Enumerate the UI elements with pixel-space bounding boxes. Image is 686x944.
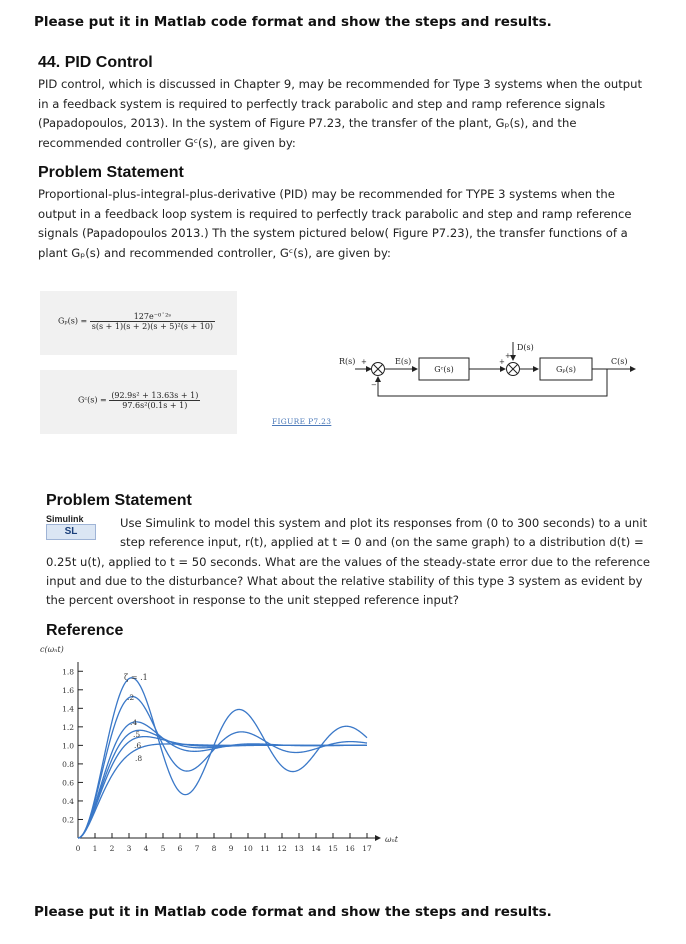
section3-line: the percent overshoot in response to the unit stepped reference input? <box>46 593 459 607</box>
curve-label-0.5: .5 <box>133 730 141 739</box>
y-tick-label: 1.0 <box>62 741 74 751</box>
x-tick-label: 10 <box>243 844 253 853</box>
input-label: R(s) <box>339 357 356 366</box>
sum1-minus: − <box>371 381 377 389</box>
y-axis-label: c(ωₙt) <box>40 645 64 654</box>
response-curves <box>78 678 367 838</box>
response-curve-zeta-0.1 <box>78 678 367 838</box>
section3-line: step reference input, r(t), applied at t = 0 and (on the same graph) to a distribution d(t) = <box>120 535 644 549</box>
y-tick-label: 1.4 <box>62 704 74 714</box>
block-diagram <box>335 336 655 406</box>
y-tick-label: 0.6 <box>62 778 74 788</box>
top-instruction: Please put it in Matlab code format and show the steps and results. <box>34 14 552 30</box>
gp-lhs: Gₚ(s) = <box>58 316 88 326</box>
response-curve-zeta-0.8 <box>78 744 367 838</box>
x-tick-label: 15 <box>328 844 338 853</box>
x-tick-label: 9 <box>228 844 234 853</box>
gc-lhs: Gᶜ(s) = <box>78 395 107 405</box>
gc-fraction <box>109 391 200 410</box>
simulink-badge <box>46 514 98 544</box>
section1-line: in a feedback system is required to perfectly track parabolic and step and ramp reference signals <box>38 96 606 111</box>
sum1-plus: + <box>361 358 367 366</box>
summing-junction-2 <box>507 363 520 376</box>
x-tick-label: 13 <box>294 844 304 853</box>
y-tick-label: 1.8 <box>62 667 74 677</box>
y-tick-label: 0.2 <box>62 815 74 825</box>
simulink-sl-box: SL <box>46 524 96 540</box>
section2-line: plant Gₚ(s) and recommended controller, Gᶜ(s), are given by: <box>38 245 391 260</box>
plant-label: Gₚ(s) <box>556 365 576 374</box>
y-tick-label: 0.4 <box>62 796 74 806</box>
curve-label-0.4: .4 <box>130 718 138 727</box>
y-tick-label: 1.6 <box>62 685 74 695</box>
section-title-pid-control: 44. PID Control <box>38 54 153 71</box>
section1-line: recommended controller Gᶜ(s), are given by: <box>38 135 296 150</box>
section-title-problem-statement-2: Problem Statement <box>46 492 192 509</box>
curve-label-0.6: .6 <box>134 741 142 750</box>
y-tick-label: 1.2 <box>62 722 74 732</box>
x-tick-label: 7 <box>194 844 200 853</box>
x-tick-label: 16 <box>345 844 355 853</box>
x-tick-label: 6 <box>177 844 183 853</box>
section1-paragraph <box>38 75 668 153</box>
controller-equation-panel <box>40 370 237 434</box>
gc-numerator: (92.9s² + 13.63s + 1) <box>111 391 199 400</box>
zeta-label: ζ = .1 <box>124 673 148 682</box>
x-tick-label: 8 <box>211 844 217 853</box>
x-tick-label: 12 <box>277 844 287 853</box>
section3-line: input and due to the disturbance? What about the relative stability of this type 3 system as evident by <box>46 574 643 588</box>
gc-denominator: 97.6s²(0.1s + 1) <box>122 401 188 410</box>
reference-title: Reference <box>46 622 124 639</box>
x-axis-arrowhead <box>375 835 381 841</box>
output-label: C(s) <box>611 357 628 366</box>
response-curve-zeta-0.2 <box>78 697 367 838</box>
x-tick-label: 11 <box>260 844 270 853</box>
y-ticks <box>62 667 83 824</box>
x-tick-label: 3 <box>126 844 132 853</box>
simulink-badge-label: Simulink <box>46 514 84 524</box>
error-label: E(s) <box>395 357 412 366</box>
x-ticks <box>76 833 372 853</box>
section1-line: PID control, which is discussed in Chapter 9, may be recommended for Type 3 systems when the output <box>38 77 643 91</box>
x-tick-label: 5 <box>160 844 166 853</box>
sum2-plus-left: + <box>499 358 505 366</box>
disturbance-label: D(s) <box>517 343 534 352</box>
x-axis-label: ωₙt <box>385 835 398 844</box>
plant-equation-panel <box>40 291 237 355</box>
section1-line: (Papadopoulos, 2013). In the system of Figure P7.23, the transfer of the plant, Gₚ(s), and the <box>38 116 577 130</box>
x-tick-label: 14 <box>311 844 321 853</box>
summing-junction-1 <box>372 363 385 376</box>
x-tick-label: 2 <box>109 844 115 853</box>
curve-label-0.8: .8 <box>135 754 143 763</box>
gp-numerator: 127e⁻⁰˙²ˢ <box>90 312 215 322</box>
sum2-plus-top: + <box>505 352 511 360</box>
response-curve-zeta-0.6 <box>78 737 367 838</box>
gp-fraction <box>90 312 215 331</box>
x-tick-label: 0 <box>75 844 81 853</box>
x-tick-label: 4 <box>143 844 149 853</box>
curve-label-0.2: .2 <box>127 693 135 702</box>
section3-line: Use Simulink to model this system and plot its responses from (0 to 300 seconds) to a unit <box>120 516 648 530</box>
section2-line: Proportional-plus-integral-plus-derivative (PID) may be recommended for TYPE 3 systems when the <box>38 187 615 201</box>
gp-denominator: s(s + 1)(s + 2)(s + 5)²(s + 10) <box>91 322 214 331</box>
x-tick-label: 17 <box>362 844 372 853</box>
controller-label: Gᶜ(s) <box>434 365 454 374</box>
section3-line: 0.25t u(t), applied to t = 50 seconds. What are the values of the steady-state error due to the reference <box>46 555 650 569</box>
step-response-chart <box>40 640 400 865</box>
x-tick-label: 1 <box>92 844 98 853</box>
section2-line: signals (Papadopoulos 2013.) Th the system pictured below( Figure P7.23), the transfer functions of a <box>38 226 628 240</box>
section-title-problem-statement: Problem Statement <box>38 164 184 181</box>
section2-paragraph <box>38 185 668 263</box>
y-tick-label: 0.8 <box>62 759 74 769</box>
figure-label: FIGURE P7.23 <box>272 417 332 426</box>
bottom-instruction: Please put it in Matlab code format and show the steps and results. <box>34 904 552 920</box>
response-curve-zeta-0.4 <box>78 722 367 838</box>
section2-line: output in a feedback loop system is required to perfectly track parabolic and step and ramp reference <box>38 206 632 221</box>
